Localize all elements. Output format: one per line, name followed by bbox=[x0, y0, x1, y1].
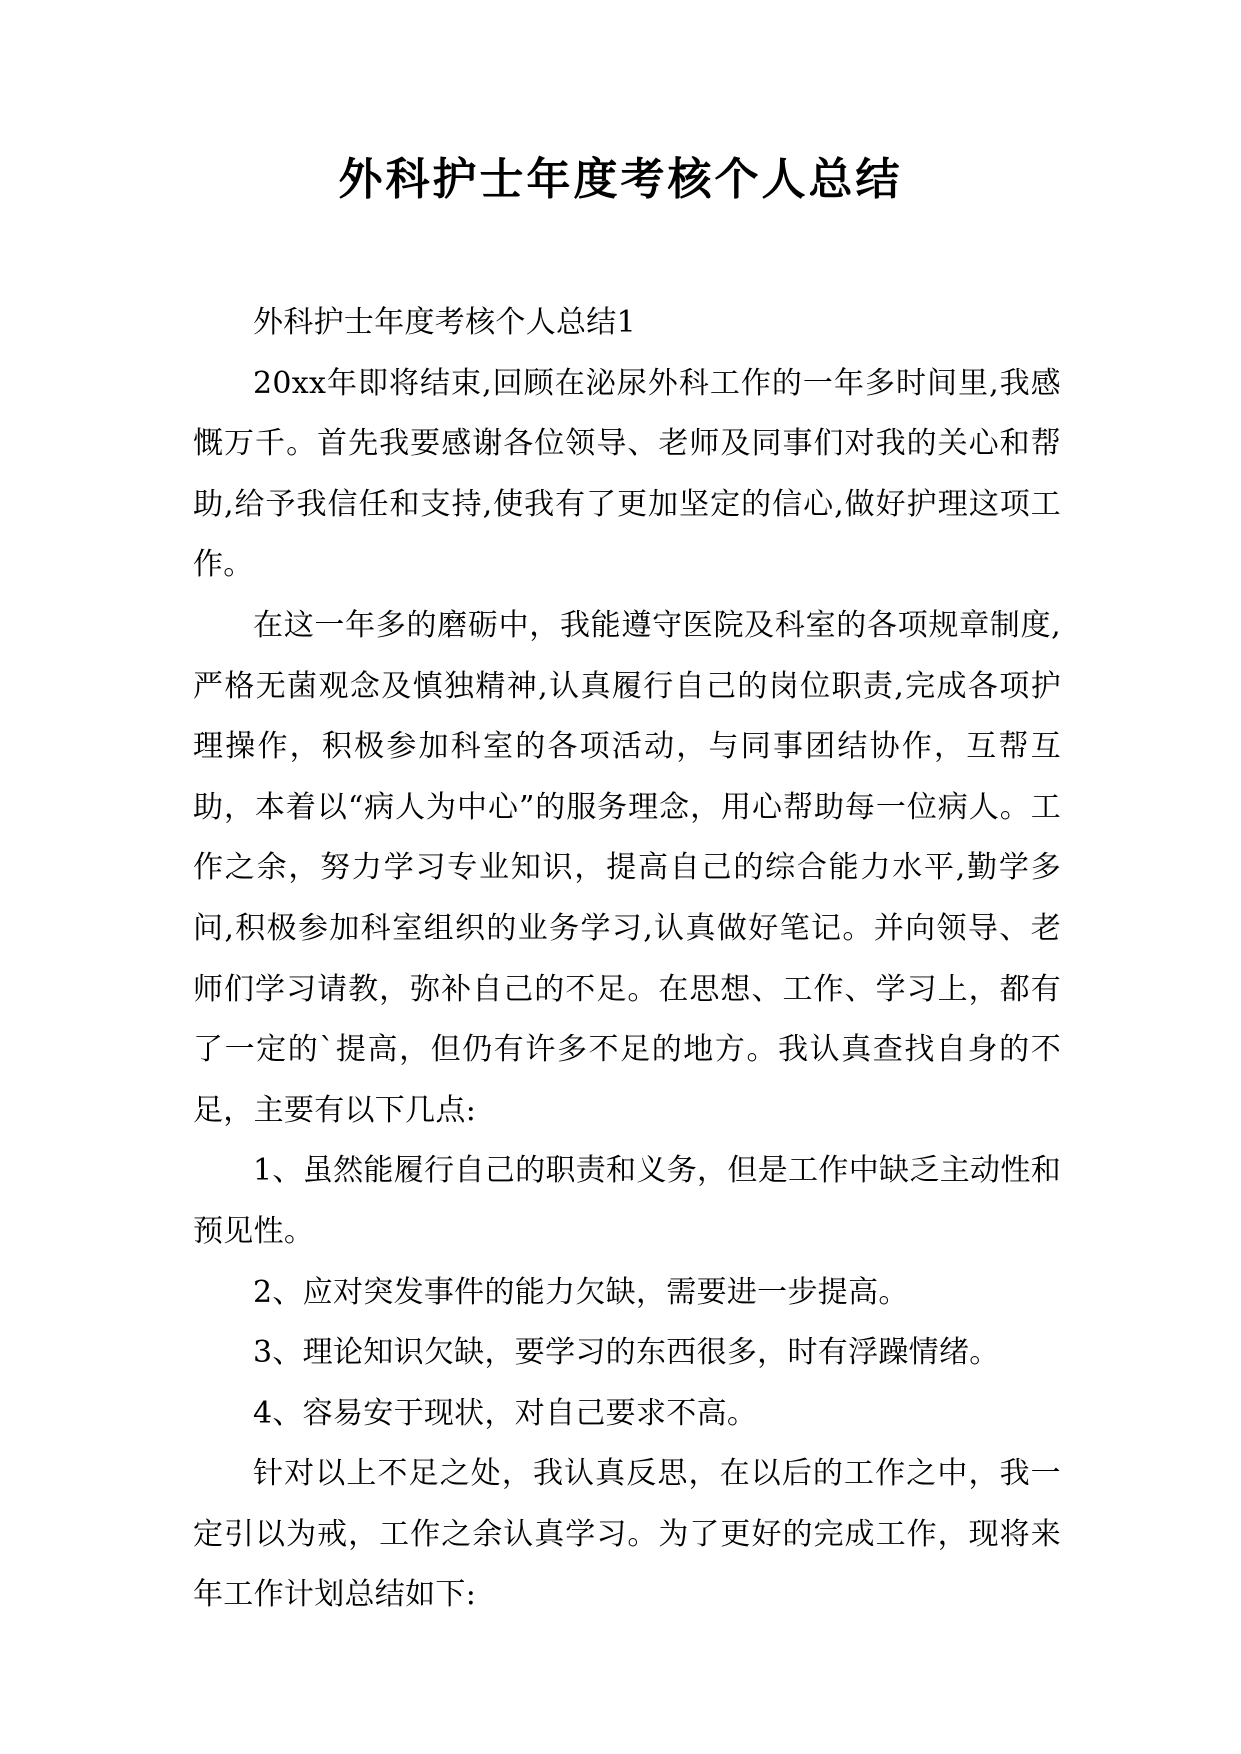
list-item-2: 2、应对突发事件的能力欠缺，需要进一步提高。 bbox=[253, 1274, 909, 1310]
document-body bbox=[193, 293, 1061, 1626]
paragraph-intro: 20xx年即将结束,回顾在泌尿外科工作的一年多时间里,我感慨万千。首先我要感谢各位领导、老师及同事们对我的关心和帮助,给予我信任和支持,使我有了更加坚定的信心,做好护理这项工作。 bbox=[193, 365, 1061, 583]
paragraph-review: 在这一年多的磨砺中，我能遵守医院及科室的各项规章制度,严格无菌观念及慎独精神,认真履行自己的岗位职责,完成各项护理操作，积极参加科室的各项活动，与同事团结协作，互帮互助，本着以“病人为中心”的服务理念，用心帮助每一位病人。工作之余，努力学习专业知识，提高自己的综合能力水平,勤学多问,积极参加科室组织的业务学习,认真做好笔记。并向领导、老师们学习请教，弥补自己的不足。在思想、工作、学习上，都有了一定的`提高，但仍有许多不足的地方。我认真查找自身的不足，主要有以下几点: bbox=[193, 607, 1061, 1128]
list-item-3: 3、理论知识欠缺，要学习的东西很多，时有浮躁情绪。 bbox=[253, 1335, 1000, 1371]
list-item-1: 1、虽然能履行自己的职责和义务，但是工作中缺乏主动性和预见性。 bbox=[193, 1153, 1061, 1249]
section-heading: 外科护士年度考核个人总结1 bbox=[253, 305, 636, 340]
paragraph-plan: 针对以上不足之处，我认真反思，在以后的工作之中，我一定引以为戒，工作之余认真学习。为了更好的完成工作，现将来年工作计划总结如下: bbox=[193, 1456, 1061, 1613]
document-title: 外科护士年度考核个人总结 bbox=[338, 154, 903, 205]
list-item-4: 4、容易安于现状，对自己要求不高。 bbox=[253, 1395, 758, 1431]
